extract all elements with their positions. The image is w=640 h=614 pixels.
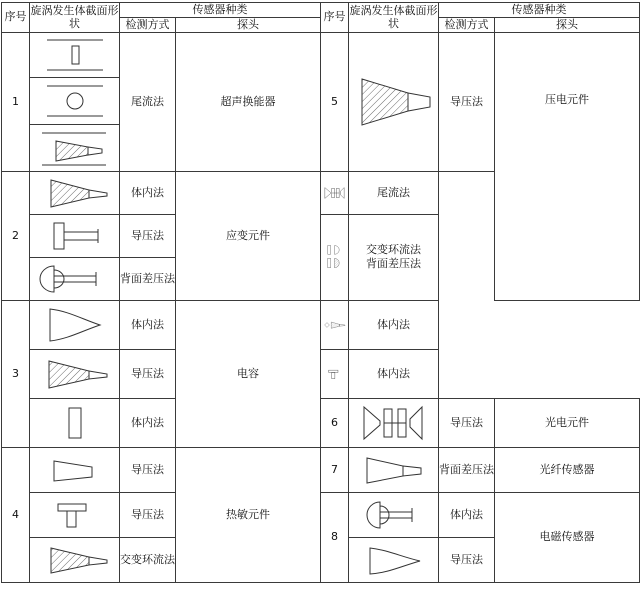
- shape-circle-in-channel: [30, 77, 120, 124]
- detect-5-1: 导压法: [439, 32, 495, 171]
- detect-8-1: 体内法: [439, 492, 495, 537]
- detect-2-1: 体内法: [120, 171, 176, 214]
- probe-3: 电容: [176, 300, 321, 447]
- table-row: [2, 300, 640, 349]
- detect-6-1: 导压法: [439, 398, 495, 447]
- probe-8: 电磁传感器: [495, 492, 640, 582]
- detect-5-3: [349, 214, 439, 300]
- row-seq-5: 5: [321, 32, 349, 171]
- table-row: [2, 492, 640, 537]
- shape-tee-bar-2: [30, 492, 120, 537]
- detect-2-3: 背面差压法: [120, 257, 176, 300]
- detect-8-2: 导压法: [439, 537, 495, 582]
- detect-5-3a: 交变环流法: [366, 243, 421, 257]
- shape-diamond-wedge: [321, 300, 349, 349]
- detect-4-1: 导压法: [120, 447, 176, 492]
- shape-trapezoid-step: [349, 447, 439, 492]
- shape-wedge-hatched: [30, 124, 120, 171]
- document-sheet: [0, 2, 640, 614]
- header-detect-left: 检测方式: [120, 17, 176, 32]
- table-header-row-1: [2, 3, 640, 18]
- detect-5-2: 尾流法: [349, 171, 439, 214]
- probe-5: 压电元件: [495, 32, 640, 300]
- shape-rect-vertical: [30, 398, 120, 447]
- table-row: [2, 349, 640, 398]
- header-shape-right: 旋涡发生体截面形状: [349, 3, 438, 31]
- table-row: [2, 447, 640, 492]
- table-row: [2, 32, 640, 77]
- probe-6: 光电元件: [495, 398, 640, 447]
- shape-halfdisc-bar: [349, 492, 439, 537]
- row-seq-4: 4: [2, 447, 30, 582]
- probe-2: 应变元件: [176, 171, 321, 300]
- header-probe-left: 探头: [176, 17, 321, 32]
- shape-bar-in-channel: [30, 32, 120, 77]
- row-seq-3: 3: [2, 300, 30, 447]
- row-seq-1: 1: [2, 32, 30, 171]
- shape-double-arrow-h-2: [349, 398, 439, 447]
- shape-wedge-hatched-big: [349, 32, 439, 171]
- row-seq-7: 7: [321, 447, 349, 492]
- shape-tee-small: [321, 349, 349, 398]
- row-seq-6: 6: [321, 398, 349, 447]
- detect-4-3: 交变环流法: [120, 537, 176, 582]
- probe-7: 光纤传感器: [495, 447, 640, 492]
- detect-7-1: 背面差压法: [439, 447, 495, 492]
- header-seq-right: 序号: [321, 3, 349, 33]
- detect-5-4: 体内法: [349, 300, 439, 349]
- shape-trapezoid-flat: [30, 447, 120, 492]
- shape-wedge-hatched-2: [30, 171, 120, 214]
- header-sensor-group-right: 传感器种类: [439, 3, 640, 18]
- header-seq-left: 序号: [2, 3, 30, 33]
- header-probe-right: 探头: [495, 17, 640, 32]
- sensor-type-table: [1, 2, 640, 583]
- header-sensor-group-left: 传感器种类: [120, 3, 321, 18]
- shape-tee-bar: [30, 214, 120, 257]
- detect-5-5: 体内法: [349, 349, 439, 398]
- detect-3-1: 体内法: [120, 300, 176, 349]
- header-detect-right: 检测方式: [439, 17, 495, 32]
- detect-4-2: 导压法: [120, 492, 176, 537]
- row-seq-2: 2: [2, 171, 30, 300]
- probe-4: 热敏元件: [176, 447, 321, 582]
- detect-1-1: 尾流法: [120, 32, 176, 171]
- shape-bullet-round-2: [349, 537, 439, 582]
- header-shape-left: 旋涡发生体截面形状: [30, 3, 119, 31]
- shape-mushroom-bar: [30, 257, 120, 300]
- detect-3-2: 导压法: [120, 349, 176, 398]
- shape-wedge-hatched-4: [30, 537, 120, 582]
- shape-bar-pair-hatched: [321, 214, 349, 300]
- detect-5-3b: 背面差压法: [366, 257, 421, 270]
- row-seq-8: 8: [321, 492, 349, 582]
- probe-1: 超声换能器: [176, 32, 321, 171]
- shape-double-arrow-h: [321, 171, 349, 214]
- detect-3-3: 体内法: [120, 398, 176, 447]
- table-row: [2, 398, 640, 447]
- shape-wedge-hatched-3: [30, 349, 120, 398]
- shape-bullet-round: [30, 300, 120, 349]
- detect-2-2: 导压法: [120, 214, 176, 257]
